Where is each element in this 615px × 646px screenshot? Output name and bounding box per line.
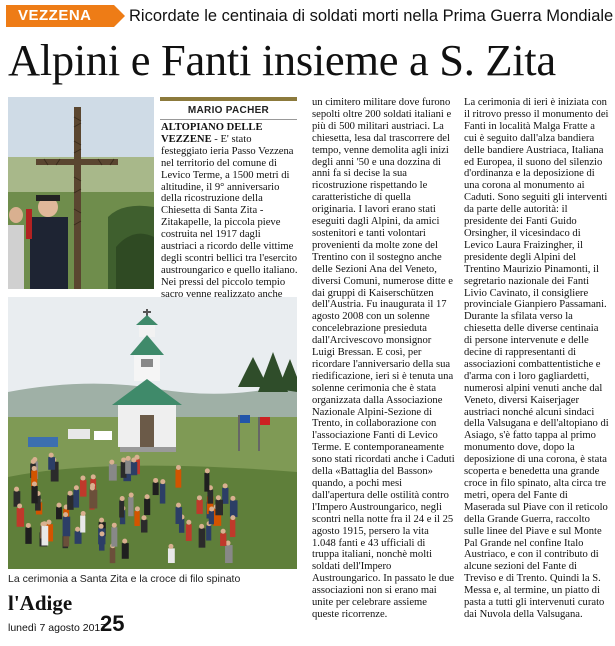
page-number: 25 <box>100 611 125 636</box>
headline: Alpini e Fanti insieme a S. Zita <box>8 35 556 85</box>
byline: MARIO PACHER <box>187 105 270 116</box>
section-tag: VEZZENA <box>6 5 114 27</box>
column-1-paragraph-2: Nei pressi del piccolo tempio sacro venne realizzato anche <box>161 276 286 300</box>
photo-caption: La cerimonia a Santa Zita e la croce di filo spinato <box>8 573 241 585</box>
column-3-paragraph-2: Durante la sfilata verso la chiesetta delle diverse centinaia di persone intervenute e delle decine di rappresentanti di associazioni combattentistiche e d'arma con i loro gagliardetti, numerosi alpini venuti anche dal Veneto, diversi Kaiserjager austriaci nonché alcuni sindaci della Valsugana e dell'altopiano di Asiago, s'è fatto tappa al primo monumento dove, dopo la deposizione di una corona, è stata scoperta e benedetta una grande croce in filo spinato, alta circa tre metri, opera del Fante di Maserada sul Piave con il reticolo della Grande Guerra, raccolto sulle linee del Piave e sul Monte Pal Grande nel confine Italo Austriaco, e con il contributo di alcune sezioni del Fante di Treviso e di Trento. Quindi la S. Messa e, al termine, un piatto di pasta a tutti gli intervenuti curato dai Nuvola della Valsugana. <box>464 311 609 620</box>
article-column-1 <box>161 122 298 300</box>
column-1-intro: - E' stato festeggiato ieria Passo Vezzena nel territorio del comune di Levico Terme, a 1500 metri di altitudine, il 9° anniversario della ricostruzione della Chiesetta di Santa Zita - Zitakapelle, la piccola pieve costruita nel 1917 dagli austriaci a ricordo delle vittime degli scontri bellici tra l'esercito austroungarico e quello italiano. <box>161 133 298 276</box>
byline-bar <box>160 97 297 101</box>
article-column-2 <box>312 97 455 645</box>
cross-photo <box>8 97 154 289</box>
article-column-3 <box>464 97 609 645</box>
dateline: ALTOPIANO DELLE VEZZENE <box>161 122 263 145</box>
kicker: Ricordate le centinaia di soldati morti nella Prima Guerra Mondiale <box>129 7 614 25</box>
byline-rule <box>160 119 297 120</box>
column-2-text: un cimitero militare dove furono sepolti oltre 200 soldati italiani e più di 500 militari austriaci. La chiesetta, lesa dal trascorrere del tempo, venne demolita agli inizi degli anni '50 e una dozzina di anni fa si decise la sua ricostruzione rispettando le caratteristiche di quella originaria. I lavori erano stati eseguiti dagli Alpini, da amici sostenitori e tanti volontari provenienti da molte zone del Trentino con il sostegno anche delle Sezioni Ana del Veneto, diversi Comuni, numerose ditte e dai gruppi di Kaiserschützen dell'Austria. Fu inaugurata il 17 agosto 2008 con un solenne concelebrazione presieduta dall'Arcivescovo monsignor Luigi Bressan. E così, per ricordare l'anniversario della sua riedificazione, ieri si è tenuta una solenne cerimonia che è stata organizzata dalla Associazione Nazionale Alpini-Sezione di Trento, in collaborazione con l'associazione Fanti di Levico Terme. E contemporaneamente sono stati ricordati anche i Caduti della «Battaglia del Basson» quando, a pochi mesi dall'apertura delle ostilità contro l'Impero Austroungarico, negli scontri nella notte fra il 24 e il 25 agosto 1915, persero la vita 1.048 fanti e 43 ufficiali di truppa italiani, nonchè molti soldati dell'Impero Austroungarico. In passato le due associazioni non si erano mai unite per celebrare assieme queste ricorrenze. <box>312 97 455 620</box>
column-1-paragraph-1 <box>161 122 298 277</box>
chapel-ceremony-photo <box>8 297 297 569</box>
column-3-paragraph-1: La cerimonia di ieri è iniziata con il ritrovo presso il monumento dei Fanti in località Malga Fratte a cui è seguito dall'alza bandiera delle bandiere Austriaca, Italiana ed Europea, il suono del silenzio d'ordinanza e la deposizione di una corona al monumento ai Caduti. Sono seguiti gli interventi da parte delle autorità: il presidente dei Fanti Guido Orsingher, il vicesindaco di Levico Laura Fraizingher, il presidente degli Alpini del Trentino Maurizio Pinamonti, il segretario nazionale dei Fanti Livio Cavinato, il consigliere provinciale Gianpiero Passamani. <box>464 97 609 311</box>
newspaper-logo: l'Adige <box>8 591 73 615</box>
issue-date: lunedì 7 agosto 2017 <box>8 622 107 634</box>
